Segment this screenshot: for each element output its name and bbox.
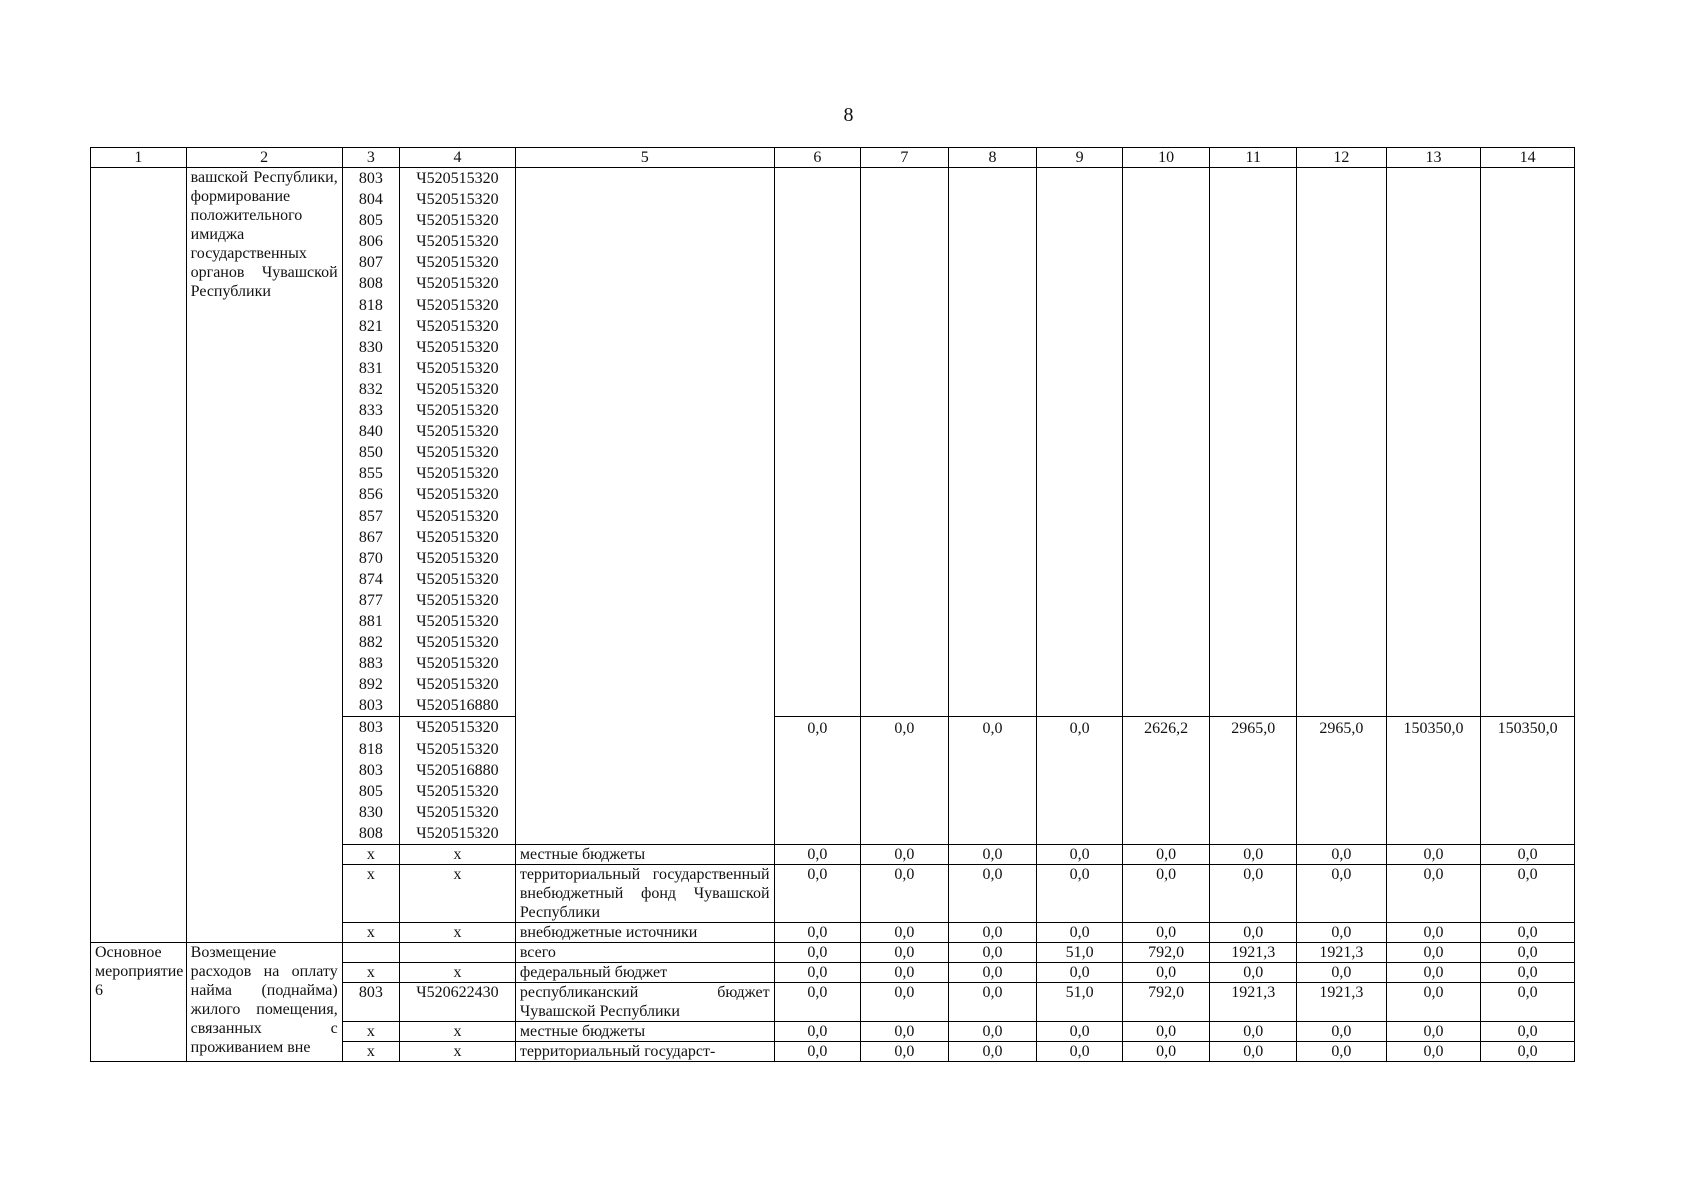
value-cell: 1921,3 [1210,983,1297,1022]
value-cell [948,168,1037,717]
value-cell: 0,0 [861,865,949,923]
code-cs: Ч520515320 [416,824,499,842]
value-cell: 0,0 [1210,1022,1297,1042]
value-cell: 0,0 [1210,1042,1297,1062]
value-cell: 0,0 [1297,865,1387,923]
value-cell: 0,0 [948,923,1037,943]
value-cell: 0,0 [1210,963,1297,983]
value-cell: 0,0 [1210,845,1297,865]
code-cs: x [400,923,516,943]
value-cell: 0,0 [774,983,861,1022]
code-gr: 803 [358,697,383,715]
code-gr: 833 [358,402,383,420]
code-cs: x [400,865,516,923]
value-cell: 0,0 [1122,1022,1210,1042]
codes-col4 [400,717,516,845]
block2-event-title: Основное мероприятие 6 [91,943,187,1062]
value-cell: 0,0 [774,943,861,963]
value-cell [1386,168,1481,717]
column-header-5: 5 [515,148,774,168]
funding-source: территориальный государственный внебюджетный фонд Чувашской Республики [515,865,774,923]
column-header-11: 11 [1210,148,1297,168]
source-cell [515,168,774,717]
value-cell: 0,0 [1481,943,1575,963]
codes-col4 [400,168,516,717]
funding-source: всего [515,943,774,963]
value-cell [1122,168,1210,717]
code-gr: 803 [358,761,383,779]
code-gr: 818 [358,296,383,314]
code-gr: 877 [358,591,383,609]
code-cs: Ч520515320 [416,380,499,398]
column-header-12: 12 [1297,148,1387,168]
value-cell: 0,0 [774,923,861,943]
code-gr: 803 [358,170,383,187]
code-gr: 870 [358,549,383,567]
value-cell: 0,0 [1297,1042,1387,1062]
value-cell: 0,0 [861,1022,949,1042]
value-cell: 0,0 [1481,845,1575,865]
value-cell: 1921,3 [1297,983,1387,1022]
code-cs: Ч520515320 [416,740,499,758]
value-cell: 0,0 [948,1042,1037,1062]
value-cell [774,168,861,717]
value-cell: 0,0 [1481,963,1575,983]
code-gr: 805 [358,212,383,230]
code-cs: Ч520515320 [416,212,499,230]
value-cell: 0,0 [1122,923,1210,943]
table-row [91,943,1575,963]
value-cell: 0,0 [774,1022,861,1042]
code-cs: Ч520515320 [416,507,499,525]
value-cell: 0,0 [1037,845,1123,865]
column-header-3: 3 [342,148,399,168]
code-cs: x [400,1022,516,1042]
value-cell: 0,0 [948,1022,1037,1042]
code-gr: 874 [358,570,383,588]
block1-col1 [91,168,187,943]
code-gr: 808 [358,275,383,293]
code-gr: x [342,1022,399,1042]
code-cs: Ч520515320 [416,719,499,737]
budget-table [90,147,1575,1062]
code-gr: 832 [358,380,383,398]
code-gr: 883 [358,655,383,673]
code-cs: Ч520515320 [416,444,499,462]
column-header-2: 2 [186,148,342,168]
code-cs: x [400,963,516,983]
code-cs: Ч520515320 [416,570,499,588]
value-cell: 0,0 [1386,963,1481,983]
value-cell: 0,0 [1386,983,1481,1022]
value-cell: 0,0 [1481,923,1575,943]
block2-activity-text: Возмещение расходов на оплату найма (поднайма) жилого помещения, связанных с проживанием вне [186,943,342,1062]
value-cell: 0,0 [774,1042,861,1062]
value-cell: 0,0 [774,717,861,845]
value-cell: 2965,0 [1210,717,1297,845]
value-cell: 0,0 [1122,963,1210,983]
funding-source: местные бюджеты [515,845,774,865]
code-cs: Ч520515320 [416,486,499,504]
code-gr: 830 [358,338,383,356]
funding-source: местные бюджеты [515,1022,774,1042]
code-gr: 881 [358,612,383,630]
value-cell: 0,0 [948,845,1037,865]
code-cs: Ч520515320 [416,233,499,251]
code-cs: Ч520515320 [416,402,499,420]
code-cs: Ч520515320 [416,528,499,546]
code-cs: Ч520515320 [416,634,499,652]
code-gr: x [342,963,399,983]
code-cs: Ч520515320 [416,275,499,293]
code-cs: Ч520516880 [416,697,499,715]
code-cs: Ч520515320 [416,338,499,356]
value-cell: 0,0 [861,943,949,963]
value-cell: 0,0 [1210,923,1297,943]
code-cs: Ч520515320 [416,317,499,335]
code-cs: Ч520515320 [416,170,499,187]
code-gr: 804 [358,191,383,209]
value-cell: 1921,3 [1210,943,1297,963]
value-cell: 51,0 [1037,983,1123,1022]
value-cell: 150350,0 [1386,717,1481,845]
value-cell: 0,0 [1297,923,1387,943]
value-cell: 0,0 [861,983,949,1022]
code-cs: Ч520515320 [416,612,499,630]
value-cell: 0,0 [1037,923,1123,943]
value-cell: 1921,3 [1297,943,1387,963]
value-cell [1297,168,1387,717]
header-row [91,148,1575,168]
value-cell: 0,0 [1297,963,1387,983]
value-cell: 0,0 [1386,943,1481,963]
value-cell: 0,0 [948,983,1037,1022]
codes-col3 [342,717,399,845]
value-cell: 0,0 [861,845,949,865]
value-cell: 0,0 [1122,865,1210,923]
value-cell: 0,0 [1386,1022,1481,1042]
value-cell: 2965,0 [1297,717,1387,845]
code-gr: 840 [358,423,383,441]
code-cs: Ч520515320 [416,254,499,272]
value-cell [861,168,949,717]
value-cell: 0,0 [1481,1022,1575,1042]
value-cell: 0,0 [1481,983,1575,1022]
code-cs: Ч520515320 [416,465,499,483]
block1-activity-text: вашской Республики, формирование положительного имиджа государственных органов Чувашской Республики [186,168,342,943]
code-cs: Ч520515320 [416,359,499,377]
value-cell: 0,0 [1386,845,1481,865]
code-gr: 805 [358,782,383,800]
code-gr: 892 [358,676,383,694]
code-gr: 855 [358,465,383,483]
value-cell: 51,0 [1037,943,1123,963]
code-gr: 867 [358,528,383,546]
value-cell: 0,0 [1037,717,1123,845]
code-cs: Ч520515320 [416,676,499,694]
value-cell [1037,168,1123,717]
code-cs: Ч520515320 [416,549,499,567]
value-cell: 0,0 [948,865,1037,923]
code-gr: 818 [358,740,383,758]
value-cell: 0,0 [1037,865,1123,923]
funding-source: территориальный государст- [515,1042,774,1062]
code-gr: 850 [358,444,383,462]
value-cell: 792,0 [1122,943,1210,963]
value-cell: 0,0 [1037,1022,1123,1042]
value-cell: 150350,0 [1481,717,1575,845]
code-gr: 856 [358,486,383,504]
value-cell: 0,0 [861,963,949,983]
column-header-13: 13 [1386,148,1481,168]
code-cs: Ч520622430 [400,983,516,1022]
column-header-7: 7 [861,148,949,168]
source-cell [515,717,774,845]
value-cell: 0,0 [948,963,1037,983]
code-gr: 821 [358,317,383,335]
code-cs [400,943,516,963]
code-cs: Ч520515320 [416,191,499,209]
code-cs: x [400,845,516,865]
codes-col3 [342,168,399,717]
value-cell: 0,0 [1122,845,1210,865]
code-gr [342,943,399,963]
value-cell: 0,0 [861,717,949,845]
code-cs: Ч520515320 [416,296,499,314]
value-cell: 0,0 [1297,1022,1387,1042]
code-cs: x [400,1042,516,1062]
column-header-1: 1 [91,148,187,168]
value-cell: 0,0 [774,865,861,923]
page-number: 8 [843,104,854,126]
code-gr: 831 [358,359,383,377]
value-cell: 0,0 [1481,865,1575,923]
column-header-6: 6 [774,148,861,168]
column-header-14: 14 [1481,148,1575,168]
code-gr: x [342,1042,399,1062]
column-header-10: 10 [1122,148,1210,168]
code-gr: x [342,923,399,943]
value-cell: 0,0 [1386,923,1481,943]
value-cell: 0,0 [774,845,861,865]
value-cell: 0,0 [1386,1042,1481,1062]
column-header-8: 8 [948,148,1037,168]
value-cell: 792,0 [1122,983,1210,1022]
column-header-9: 9 [1037,148,1123,168]
value-cell: 0,0 [1297,845,1387,865]
value-cell: 0,0 [1037,963,1123,983]
value-cell: 0,0 [1386,865,1481,923]
value-cell [1481,168,1575,717]
funding-source: внебюджетные источники [515,923,774,943]
code-cs: Ч520515320 [416,782,499,800]
value-cell: 0,0 [948,943,1037,963]
value-cell: 0,0 [1481,1042,1575,1062]
table-row [91,168,1575,717]
code-gr: 808 [358,824,383,842]
code-gr: 830 [358,803,383,821]
code-gr: x [342,865,399,923]
value-cell: 0,0 [1210,865,1297,923]
funding-source: республиканский бюджет Чувашской Республики [515,983,774,1022]
value-cell [1210,168,1297,717]
code-gr: 803 [342,983,399,1022]
code-cs: Ч520515320 [416,803,499,821]
code-gr: 882 [358,634,383,652]
code-cs: Ч520515320 [416,591,499,609]
code-gr: x [342,845,399,865]
code-gr: 807 [358,254,383,272]
code-gr: 803 [358,719,383,737]
value-cell: 0,0 [1037,1042,1123,1062]
value-cell: 0,0 [861,923,949,943]
code-cs: Ч520515320 [416,423,499,441]
value-cell: 0,0 [948,717,1037,845]
value-cell: 0,0 [1122,1042,1210,1062]
code-gr: 857 [358,507,383,525]
code-gr: 806 [358,233,383,251]
code-cs: Ч520515320 [416,655,499,673]
value-cell: 2626,2 [1122,717,1210,845]
code-cs: Ч520516880 [416,761,499,779]
funding-source: федеральный бюджет [515,963,774,983]
value-cell: 0,0 [861,1042,949,1062]
value-cell: 0,0 [774,963,861,983]
column-header-4: 4 [400,148,516,168]
